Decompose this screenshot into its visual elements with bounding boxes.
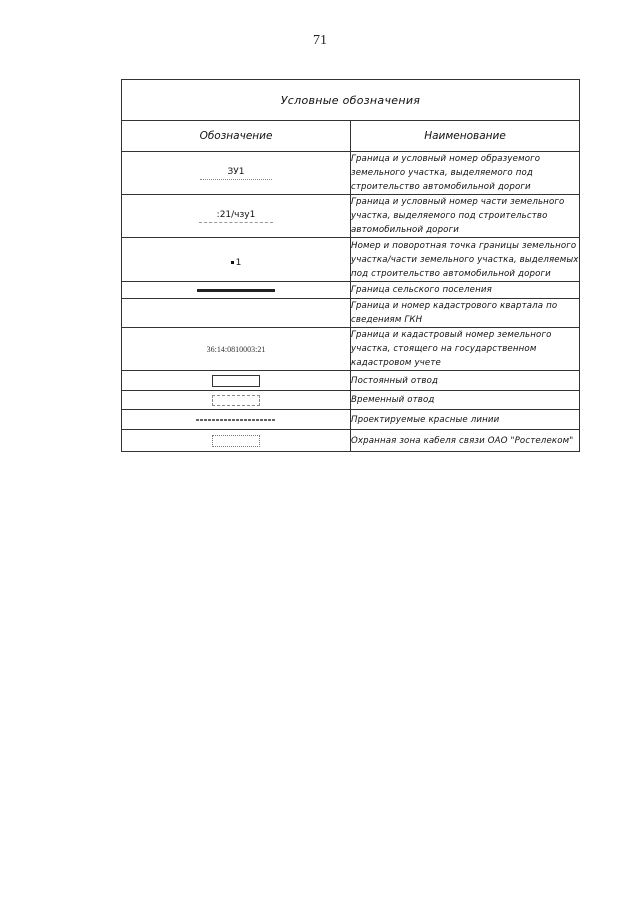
page-number: 71 [313, 33, 327, 48]
symbol-cell [122, 391, 351, 410]
table-row [122, 391, 580, 410]
name-cell: Постоянный отвод [351, 371, 580, 391]
symbol-cell [122, 195, 351, 238]
table-row [122, 195, 580, 238]
table-row [122, 430, 580, 452]
cadastral-number-symbol: 36:14:0810003:21 [206, 344, 266, 354]
table-row [122, 299, 580, 328]
name-cell: Граница и кадастровый номер земельного участка, стоящего на государственном кадастровом учете [351, 328, 580, 371]
legend-header-row [122, 121, 580, 152]
name-cell: Граница и номер кадастрового квартала по сведениям ГКН [351, 299, 580, 328]
part-boundary-line-symbol [199, 222, 273, 223]
settlement-boundary-symbol [197, 289, 275, 292]
red-line-symbol [196, 419, 276, 421]
symbol-cell [122, 238, 351, 282]
table-row [122, 410, 580, 430]
symbol-label: :21/чзу1 [216, 209, 256, 220]
table-row [122, 282, 580, 299]
name-cell: Проектируемые красные линии [351, 410, 580, 430]
name-cell: Граница и условный номер образуемого земельного участка, выделяемого под строительство автомобильной дороги [351, 152, 580, 195]
table-row [122, 238, 580, 282]
legend-title-row [122, 80, 580, 121]
symbol-cell [122, 430, 351, 452]
name-cell: Номер и поворотная точка границы земельного участка/части земельного участка, выделяемых под строительство автомобильной дороги [351, 238, 580, 282]
name-cell: Временный отвод [351, 391, 580, 410]
column-header-symbol: Обозначение [122, 121, 351, 152]
boundary-line-symbol [200, 179, 272, 180]
symbol-cell [122, 299, 351, 328]
permanent-allotment-symbol [212, 375, 260, 387]
name-cell: Граница и условный номер части земельного участка, выделяемого под строительство автомобильной дороги [351, 195, 580, 238]
table-row [122, 152, 580, 195]
table-row [122, 328, 580, 371]
symbol-cell [122, 410, 351, 430]
symbol-cell [122, 282, 351, 299]
symbol-cell [122, 152, 351, 195]
legend-title: Условные обозначения [122, 80, 580, 121]
symbol-label: ЗУ1 [227, 166, 245, 177]
symbol-cell [122, 328, 351, 371]
column-header-name: Наименование [351, 121, 580, 152]
name-cell: Граница сельского поселения [351, 282, 580, 299]
table-row [122, 371, 580, 391]
symbol-cell [122, 371, 351, 391]
turning-point-symbol: 1 [231, 258, 242, 268]
name-cell: Охранная зона кабеля связи ОАО "Ростелеком" [351, 430, 580, 452]
legend-table [121, 79, 580, 452]
temporary-allotment-symbol [212, 395, 260, 406]
cable-protection-zone-symbol [212, 435, 260, 447]
